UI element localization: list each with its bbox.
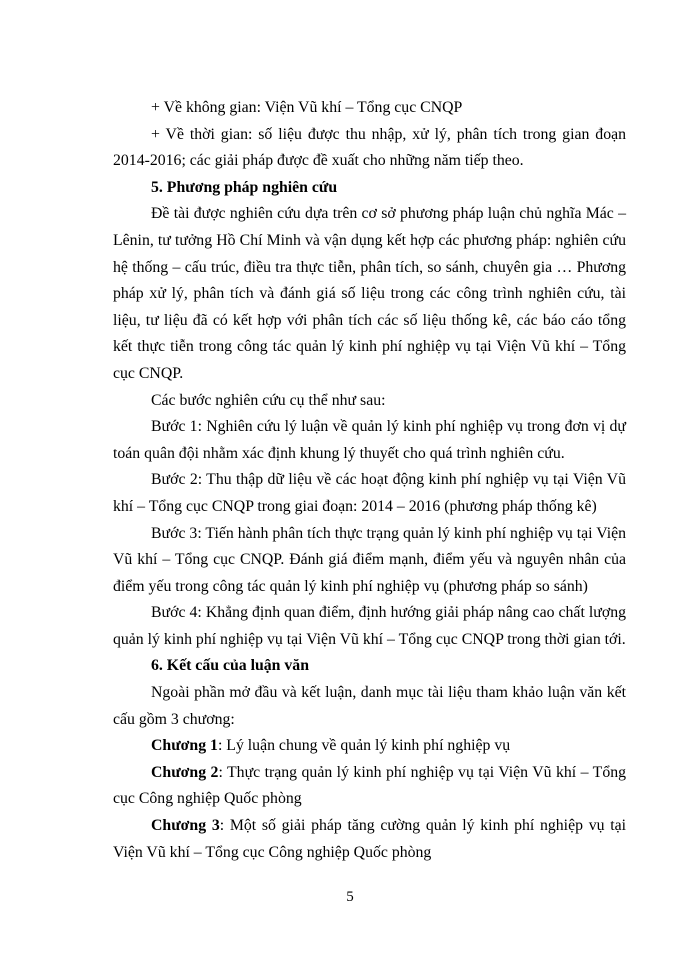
chapter-3-text: : Một số giải pháp tăng cường quản lý kinh phí nghiệp vụ tại Viện Vũ khí – Tổng cục Công nghiệp Quốc phòng <box>113 817 626 861</box>
page-number: 5 <box>346 889 354 905</box>
chapter-3-paragraph <box>113 813 626 866</box>
step-3-paragraph: Bước 3: Tiến hành phân tích thực trạng quản lý kinh phí nghiệp vụ tại Viện Vũ khí – Tổng cục CNQP. Đánh giá điểm mạnh, điểm yếu và nguyên nhân của điểm yếu trong công tác quản lý kinh phí nghiệp vụ (phương pháp so sánh) <box>113 524 626 595</box>
chapter-1-text: : Lý luận chung về quản lý kinh phí nghiệp vụ <box>217 737 511 755</box>
step-2-paragraph: Bước 2: Thu thập dữ liệu về các hoạt động kinh phí nghiệp vụ tại Viện Vũ khí – Tổng cục CNQP trong giai đoạn: 2014 – 2016 (phương pháp thống kê) <box>113 471 626 515</box>
chapter-1-paragraph <box>113 733 626 760</box>
step-4-paragraph: Bước 4: Khẳng định quan điểm, định hướng giải pháp nâng cao chất lượng quản lý kinh phí nghiệp vụ tại Viện Vũ khí – Tổng cục CNQP trong thời gian tới. <box>113 604 626 648</box>
chapter-1-label: Chương 1 <box>151 737 218 755</box>
section-6-heading: 6. Kết cấu của luận văn <box>151 657 309 675</box>
scope-space-paragraph: + Về không gian: Viện Vũ khí – Tổng cục CNQP <box>151 99 463 116</box>
scope-time-paragraph: + Về thời gian: số liệu được thu nhập, xử lý, phân tích trong gian đoạn 2014-2016; các giải pháp được đề xuất cho những năm tiếp theo. <box>113 125 626 170</box>
section-5-heading: 5. Phương pháp nghiên cứu <box>151 178 338 196</box>
steps-intro-paragraph: Các bước nghiên cứu cụ thể như sau: <box>151 391 386 409</box>
chapter-3-label: Chương 3 <box>151 817 220 835</box>
page-content <box>113 95 626 866</box>
chapter-2-text: : Thực trạng quản lý kinh phí nghiệp vụ tại Viện Vũ khí – Tổng cục Công nghiệp Quốc phòng <box>113 763 627 808</box>
chapter-2-paragraph <box>113 760 626 813</box>
methodology-paragraph: Đề tài được nghiên cứu dựa trên cơ sở phương pháp luận chủ nghĩa Mác – Lênin, tư tưởng Hồ Chí Minh và vận dụng kết hợp các phương pháp: nghiên cứu hệ thống – cấu trúc, điều tra thực tiễn, phân tích, so sánh, chuyên gia … Phương pháp xử lý, phân tích và đánh giá số liệu trong các công trình nghiên cứu, tài liệu, tư liệu đã có kết hợp với phân tích các số liệu thống kê, các báo cáo tổng kết thực tiễn trong công tác quản lý kinh phí nghiệp vụ tại Viện Vũ khí – Tổng cục CNQP. <box>113 205 626 382</box>
step-1-paragraph: Bước 1: Nghiên cứu lý luận về quản lý kinh phí nghiệp vụ trong đơn vị dự toán quân đội nhằm xác định khung lý thuyết cho quá trình nghiên cứu. <box>113 418 626 462</box>
chapter-2-label: Chương 2 <box>151 763 219 781</box>
structure-intro-paragraph: Ngoài phần mở đầu và kết luận, danh mục tài liệu tham khảo luận văn kết cấu gồm 3 chương: <box>113 684 626 728</box>
